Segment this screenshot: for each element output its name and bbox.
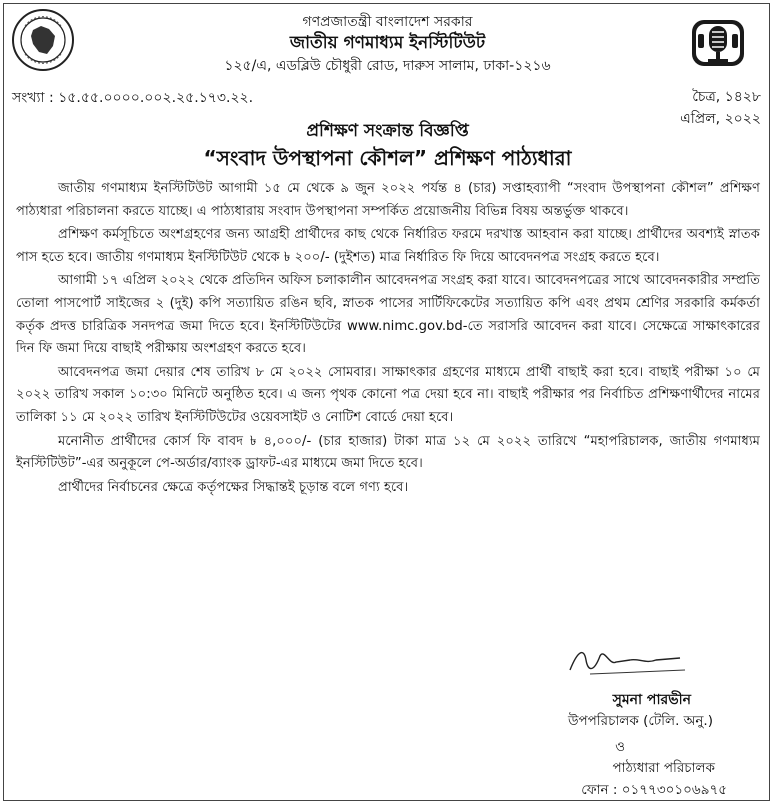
institute-address: ১২৫/এ, এডব্লিউ চৌধুরী রোড, দারুস সালাম, ঢাকা-১২১৬ xyxy=(224,58,551,74)
institute-name: জাতীয় গণমাধ্যম ইনস্টিটিউট xyxy=(289,33,486,53)
paragraph-course-fee: মনোনীত প্রার্থীদের কোর্স ফি বাবদ ৳ ৪,০০০/- (চার হাজার) টাকা মাত্র ১২ মে ২০২২ তারিখে “মহাপরিচালক, জাতীয় গণমাধ্যম ইনস্টিটিউট”-এর অনুকূলে পে-অর্ডার/ব্যাংক ড্রাফট-এর মাধ্যমে জমা দিতে হবে। xyxy=(16,433,760,472)
signatory-designation: উপপরিচালক (টেলি. অনু.) xyxy=(567,713,713,729)
signatory-phone: ফোন : ০১৭৭৩০১০৬৯৭৫ xyxy=(581,782,727,798)
paragraph-authority-decision: প্রার্থীদের নির্বাচনের ক্ষেত্রে কর্তৃপক্ষের সিদ্ধান্তই চূড়ান্ত বলে গণ্য হবে। xyxy=(58,479,409,495)
course-title: “সংবাদ উপস্থাপনা কৌশল” প্রশিক্ষণ পাঠ্যধারা xyxy=(203,146,572,170)
government-name: গণপ্রজাতন্ত্রী বাংলাদেশ সরকার xyxy=(302,14,473,30)
date-english: এপ্রিল, ২০২২ xyxy=(680,111,761,127)
paragraph-application-docs: আগামী ১৭ এপ্রিল ২০২২ থেকে প্রতিদিন অফিস চলাকালীন আবেদনপত্র সংগ্রহ করা যাবে। আবেদনপত্রের সাথে আবেদনকারীর সম্প্রতি তোলা পাসপোর্ট সাইজের ২ (দুই) কপি সত্যায়িত রঙিন ছবি, স্নাতক পাসের সার্টিফিকেটের সত্যায়িত কপি এবং প্রথম শ্রেণির সরকারি কর্মকর্তা কর্তৃক প্রদত্ত চারিত্রিক সনদপত্র জমা দিতে হবে। ইনস্টিটিউটের www.nimc.gov.bd-তে সরাসরি আবেদন করা যাবে। সেক্ষেত্রে সাক্ষাৎকারের দিন ফি জমা দিয়ে বাছাই পরীক্ষায় অংশগ্রহণ করতে হবে। xyxy=(16,273,760,357)
memo-number: সংখ্যা : ১৫.৫৫.০০০০.০০২.২৫.১৭৩.২২. xyxy=(12,90,254,106)
signatory-conjunction: ও xyxy=(615,739,625,755)
handwritten-signature xyxy=(560,640,710,680)
signatory-role: পাঠ্যধারা পরিচালক xyxy=(612,760,715,776)
paragraph-deadline-selection: আবেদনপত্র জমা দেয়ার শেষ তারিখ ৮ মে ২০২২ সোমবার। সাক্ষাৎকার গ্রহণের মাধ্যমে প্রার্থী বাছাই করা হবে। বাছাই পরীক্ষা ১০ মে ২০২২ তারিখ সকাল ১০:৩০ মিনিটে অনুষ্ঠিত হবে। এ জন্য পৃথক কোনো পত্র দেয়া হবে না। বাছাই পরীক্ষার পর নির্বাচিত প্রশিক্ষণার্থীদের নামের তালিকা ১১ মে ২০২২ তারিখ ইনস্টিটিউটের ওয়েবসাইট ও নোটিশ বোর্ডে দেয়া হবে। xyxy=(16,364,760,425)
date-bangla: চৈত্র, ১৪২৮ xyxy=(692,89,761,105)
notice-body xyxy=(16,178,760,500)
signatory-name: সুমনা পারভীন xyxy=(612,692,691,708)
paragraph-application-call: প্রশিক্ষণ কর্মসূচিতে অংশগ্রহণের জন্য আগ্রহী প্রার্থীদের কাছ থেকে নির্ধারিত ফরমে দরখাস্ত আহবান করা যাচ্ছে। প্রার্থীদের অবশ্যই স্নাতক পাস হতে হবে। জাতীয় গণমাধ্যম ইনস্টিটিউট থেকে ৳ ২০০/- (দুইশত) মাত্র নির্ধারিত ফি দিয়ে আবেদনপত্র সংগ্রহ করতে হবে। xyxy=(16,227,760,265)
notice-title: প্রশিক্ষণ সংক্রান্ত বিজ্ঞপ্তি xyxy=(306,121,469,141)
paragraph-course-intro: জাতীয় গণমাধ্যম ইনস্টিটিউট আগামী ১৫ মে থেকে ৯ জুন ২০২২ পর্যন্ত ৪ (চার) সপ্তাহব্যাপী “সংবাদ উপস্থাপনা কৌশল” প্রশিক্ষণ পাঠ্যধারা পরিচালনা করতে যাচ্ছে। এ পাঠ্যধারায় সংবাদ উপস্থাপনা সম্পর্কিত প্রয়োজনীয় বিভিন্ন বিষয় অন্তর্ভুক্ত থাকবে। xyxy=(16,181,760,219)
